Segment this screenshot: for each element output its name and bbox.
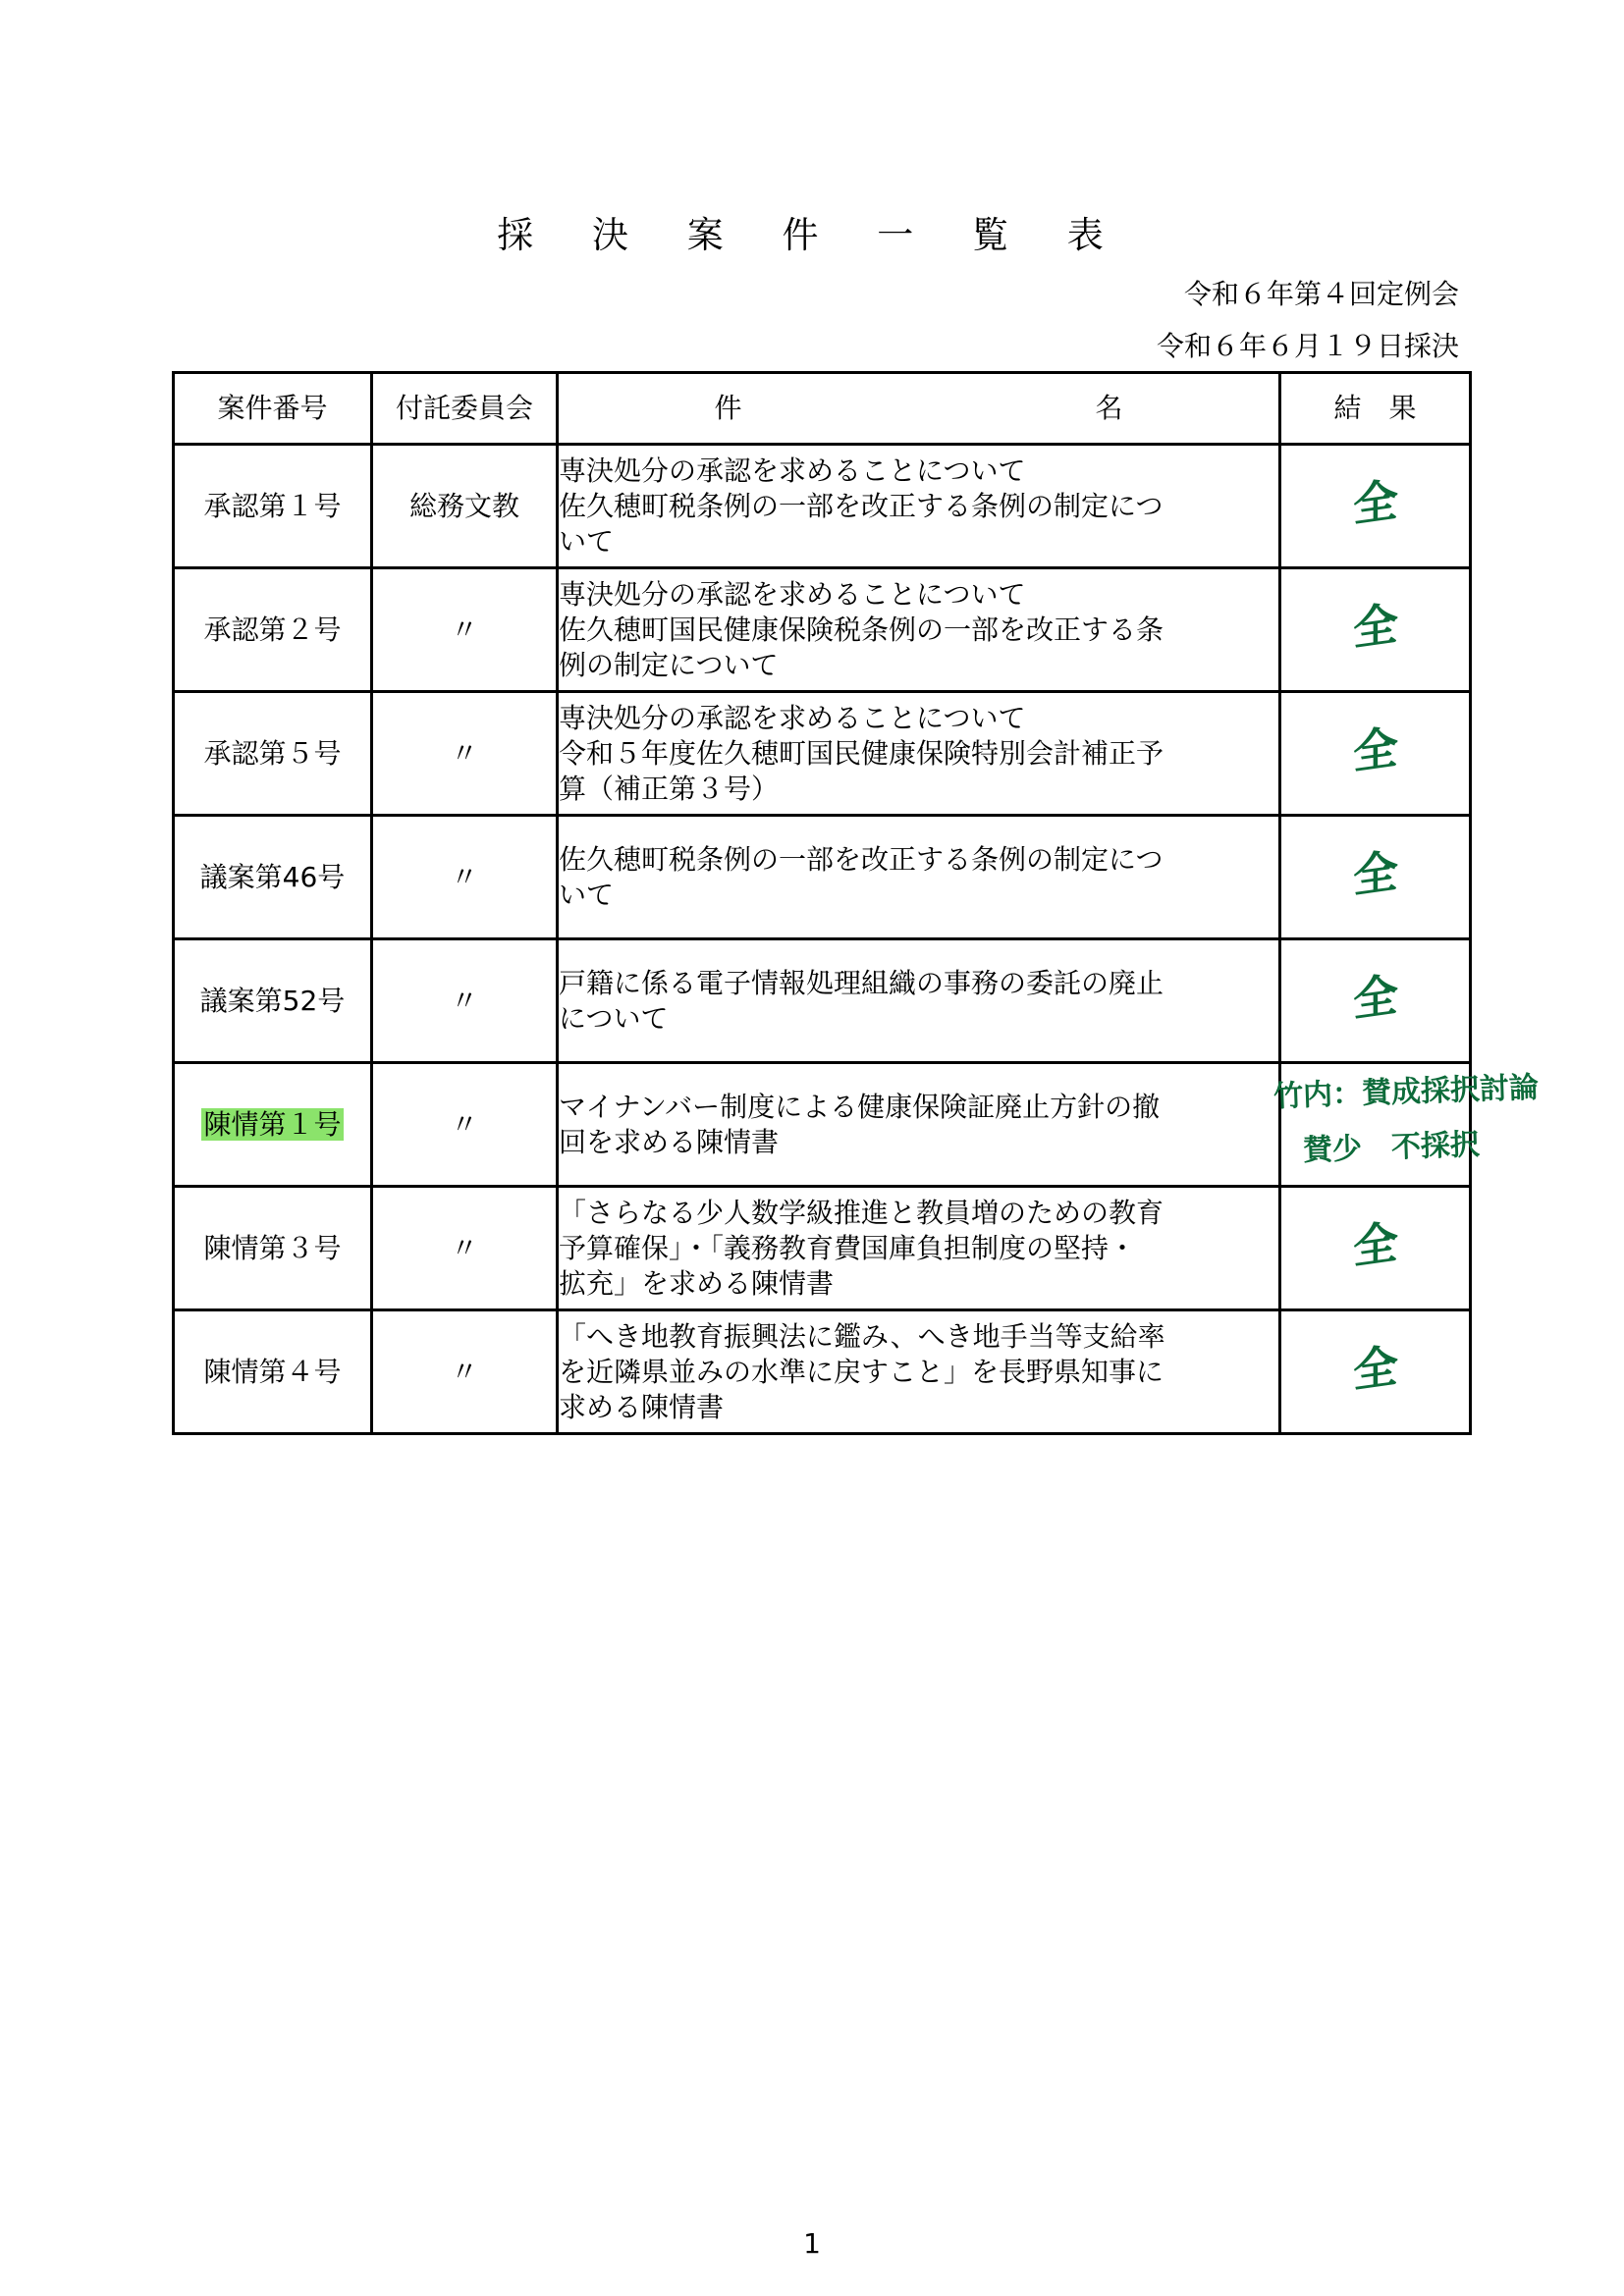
case-number: 陳情第４号 (174, 1310, 372, 1434)
handwritten-result: 全 (1352, 596, 1398, 657)
session-name: 令和６年第４回定例会 (1183, 278, 1459, 310)
case-title (558, 692, 1280, 816)
committee: 〃 (372, 1310, 558, 1434)
header-result: 結 果 (1280, 373, 1471, 445)
table-row (174, 939, 1471, 1063)
committee: 〃 (372, 816, 558, 939)
table-row (174, 445, 1471, 568)
handwritten-result: 全 (1352, 1338, 1398, 1399)
result-cell (1280, 1310, 1471, 1434)
vote-date: 令和６年６月１９日採決 (1156, 330, 1459, 362)
result-cell (1280, 692, 1471, 816)
result-cell (1280, 568, 1471, 692)
case-title-line: 回を求める陳情書 (559, 1125, 780, 1158)
header-case-number: 案件番号 (174, 373, 372, 445)
case-title-line: 佐久穂町国民健康保険税条例の一部を改正する条 (559, 613, 1164, 646)
header-case-name-part1: 件 (714, 392, 742, 424)
case-title (558, 816, 1280, 939)
handwritten-note-line: 竹内：賛成採択討論 (1272, 1070, 1540, 1114)
case-title-line: 拡充」を求める陳情書 (559, 1266, 835, 1300)
case-title-line: 佐久穂町税条例の一部を改正する条例の制定につ (559, 842, 1164, 876)
committee: 〃 (372, 1187, 558, 1310)
case-title-line: 戸籍に係る電子情報処理組織の事務の委託の廃止 (559, 966, 1164, 999)
committee: 〃 (372, 568, 558, 692)
case-title-line: 例の制定について (559, 648, 779, 681)
table-row (174, 1310, 1471, 1434)
handwritten-result: 全 (1352, 843, 1398, 904)
result-cell (1280, 1187, 1471, 1310)
case-number: 承認第５号 (174, 692, 372, 816)
case-number (174, 1063, 372, 1187)
case-title-line: について (559, 1001, 669, 1035)
committee: 〃 (372, 939, 558, 1063)
case-title (558, 445, 1280, 568)
handwritten-result: 全 (1352, 1214, 1398, 1275)
handwritten-note-line: 賛少 不採択 (1302, 1127, 1481, 1168)
case-title-line: いて (559, 524, 615, 558)
case-title-line: 佐久穂町税条例の一部を改正する条例の制定につ (559, 489, 1164, 522)
case-title-line: 専決処分の承認を求めることについて (559, 577, 1026, 611)
header-case-name (558, 373, 1280, 445)
case-title-line: 専決処分の承認を求めることについて (559, 454, 1026, 487)
table-row (174, 816, 1471, 939)
case-title-line: を近隣県並みの水準に戻すこと」を長野県知事に (559, 1355, 1164, 1388)
page-number: 1 (803, 2227, 821, 2260)
handwritten-note (1272, 1058, 1610, 1180)
table-header-row (174, 373, 1471, 445)
table-row (174, 1187, 1471, 1310)
highlighted-case-number: 陳情第１号 (203, 1107, 342, 1141)
case-title-line: マイナンバー制度による健康保険証廃止方針の撤 (559, 1090, 1161, 1123)
case-title (558, 939, 1280, 1063)
case-title-line: 算（補正第３号） (559, 772, 780, 805)
result-cell (1280, 939, 1471, 1063)
handwritten-result: 全 (1352, 967, 1398, 1028)
case-title-line: 「へき地教育振興法に鑑み、へき地手当等支給率 (559, 1319, 1165, 1353)
case-number: 議案第52号 (174, 939, 372, 1063)
result-cell (1280, 445, 1471, 568)
committee: 〃 (372, 692, 558, 816)
header-case-name-part2: 名 (1095, 392, 1123, 424)
case-title (558, 1063, 1280, 1187)
case-number: 承認第１号 (174, 445, 372, 568)
case-title-line: 専決処分の承認を求めることについて (559, 701, 1026, 734)
handwritten-result: 全 (1352, 472, 1398, 533)
case-title (558, 1187, 1280, 1310)
cases-table (172, 371, 1472, 1435)
committee: 総務文教 (372, 445, 558, 568)
handwritten-result: 全 (1352, 720, 1398, 780)
case-number: 陳情第３号 (174, 1187, 372, 1310)
case-title-line: 予算確保」・「義務教育費国庫負担制度の堅持・ (559, 1231, 1137, 1264)
case-number: 議案第46号 (174, 816, 372, 939)
case-title (558, 1310, 1280, 1434)
document-title: 採 決 案 件 一 覧 表 (497, 214, 1127, 256)
case-title-line: 令和５年度佐久穂町国民健康保険特別会計補正予 (559, 736, 1164, 770)
case-number: 承認第２号 (174, 568, 372, 692)
case-title-line: いて (559, 878, 615, 911)
table-row (174, 692, 1471, 816)
case-title-line: 求める陳情書 (559, 1390, 725, 1423)
table-row (174, 568, 1471, 692)
committee: 〃 (372, 1063, 558, 1187)
result-cell (1280, 816, 1471, 939)
header-committee: 付託委員会 (372, 373, 558, 445)
case-title-line: 「さらなる少人数学級推進と教員増のための教育 (559, 1196, 1164, 1229)
case-title (558, 568, 1280, 692)
